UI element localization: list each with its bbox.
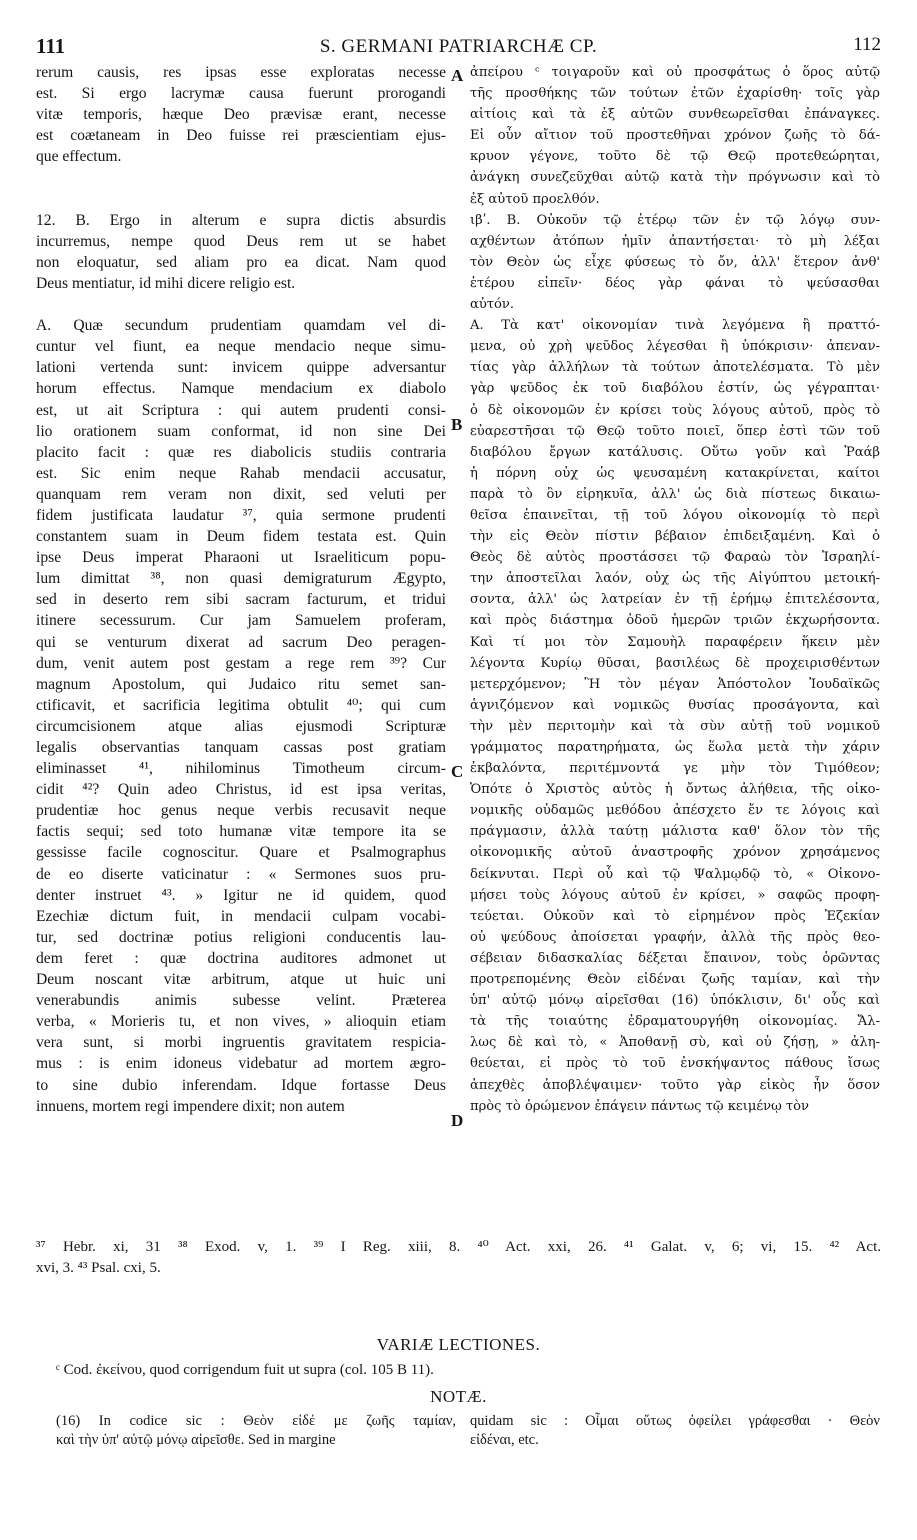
text-line: προτρεπομένης Θεὸν εἰδέναι ζωῆς ταμίαν, καὶ τὴν [470, 972, 880, 988]
variae-lectiones-text: ᶜ Cod. ἐκείνου, quod corrigendum fuit ut supra (col. 105 B 11). [56, 1362, 434, 1378]
text-line: qui se venturum dixerat ad sacrum Deo peragen- [36, 633, 446, 651]
text-line: denter instruet ⁴³. » Igitur ne id quidem, quod [36, 886, 446, 904]
margin-marker-c: C [451, 762, 464, 781]
text-line: καὶ πρὸς διάστημα ὁδοῦ ἡμερῶν τριῶν ἐκχωρήσοντα. [470, 613, 880, 629]
note-line: εἰδέναι, etc. [470, 1432, 539, 1448]
text-line: dem feret : quæ doctrina auditores admonet ut [36, 949, 446, 967]
text-line: μετερχόμενον; Ἢ τὸν μέγαν Ἀπόστολον Ἰουδαϊκῶς [470, 676, 880, 692]
text-line: quanquam rem veram non dixit, sed veluti per [36, 485, 446, 503]
text-line: dum, venit autem post gestam a rege rem ³⁹? Cur [36, 654, 446, 672]
text-line: οὐ ψεύδους ἀποίσεται γραφήν, ἀλλὰ τῆς πρὸς θεο- [470, 929, 880, 945]
margin-marker-d: D [451, 1111, 464, 1130]
note-line: quidam sic : Οἶμαι οὕτως ὀφείλει γράφεσθαι · Θεὸν [470, 1413, 880, 1429]
footnotes [36, 1237, 881, 1279]
text-line: que effectum. [36, 148, 122, 166]
text-line: ιβʹ. Β. Οὐκοῦν τῷ ἑτέρῳ τῶν ἐν τῷ λόγῳ συν- [470, 212, 880, 228]
text-line: νομικῆς οὐδαμῶς μεθόδου ἀπέσχετο ἔν τε λόγοις καὶ [470, 803, 880, 819]
text-line: incurremus, nempe quod Deus rem ut se habet [36, 232, 446, 250]
text-line: fidem justificata laudatur ³⁷, quia sermone prudenti [36, 506, 446, 524]
text-line: placito facit : quæ res diabolicis studiis contraria [36, 443, 446, 461]
text-line: magnum Apostolum, qui Judaico ritu semet san- [36, 675, 446, 693]
margin-marker-a: A [451, 66, 464, 85]
text-line: verba, « Morieris tu, et non vives, » alioquin etiam [36, 1013, 446, 1031]
text-line: σέβειαν διδασκαλίας δέξεται ἔπαινον, τοὺς ὁρῶντας [470, 950, 880, 966]
text-line: θεῖσα ἐπαινεῖται, τῇ τοῦ λόγου οἰκονομίᾳ τὸ περὶ [470, 507, 880, 523]
note-line: καὶ τὴν ὑπ' αὐτῷ μόνῳ αἱρεῖσθε. Sed in margine [56, 1432, 336, 1448]
text-line: vera sunt, si morbi ingruentis gravitatem respicia- [36, 1034, 446, 1052]
text-line: lio orationem suam conformat, id non sine Dei [36, 422, 446, 440]
text-line: σοντα, ἀλλ' ὡς λατρείαν ἐν τῇ ἐρήμῳ ἐπιτελέσοντα, [470, 592, 880, 608]
text-line: venerabundis animis subesse velint. Præterea [36, 992, 446, 1010]
text-line: constantem suam in Deum fidem testata est. Quin [36, 528, 446, 546]
text-line: ἁγνιζόμενον καὶ νομικῶς θυσίας προσάγοντα, καὶ [470, 697, 880, 713]
text-line: lationi vertenda sunt: invicem quippe adversantur [36, 359, 446, 377]
text-line: τίας γὰρ ἀλλήλων τὰ τούτων ἀποτελέσματα. Τὸ μὲν [470, 360, 880, 376]
text-line: tur, sed doctrinæ potius religioni conducentis lau- [36, 928, 446, 946]
text-line: τὴν μὲν περιτομὴν καὶ τὰ σὺν αὐτῇ τοῦ νομικοῦ [470, 718, 880, 734]
variae-lectiones-heading: VARIÆ LECTIONES. [376, 1335, 541, 1354]
text-line: horum effectus. Namque mendacium ex diabolo [36, 380, 446, 398]
text-line: εὐαρεστῆσαι τῷ Θεῷ τοῦτο ποιεῖ, ὅπερ ἐστὶ τῶν τοῦ [470, 423, 880, 439]
text-line: ἑτέρου εἰπεῖν· δέος γὰρ φάναι τὸ ψεύσασθαι [470, 275, 880, 291]
footnote-line: xvi, 3. ⁴³ Psal. cxi, 5. [36, 1260, 161, 1277]
running-title: S. GERMANI PATRIARCHÆ CP. [319, 36, 598, 57]
text-line: τὴν εἰς Θεὸν πίστιν βέβαιον ἐπιδειξαμένη. Καὶ ὁ [470, 529, 880, 545]
margin-marker-b: B [451, 415, 463, 434]
text-line: gessisse facile cognoscitur. Quare et Psalmographus [36, 844, 446, 862]
text-line: τῆς προσθήκης τῶν τούτων ἐτῶν ἐχαρίσθη· τοῖς γὰρ [470, 86, 880, 102]
text-line: αχθέντων ἀτόπων ἡμῖν ἀπαντήσεται· τὸ μὴ λέξαι [470, 233, 880, 249]
text-line: παρὰ τὸ ὂν εἰρηκυῖα, ἀλλ' ὡς διὰ πίστεως δικαιω- [470, 486, 880, 502]
text-line: κρυον γέγονε, τοῦτο δὲ τῷ Θεῷ προτεθεώρηται, [470, 149, 880, 165]
page-header [36, 34, 881, 60]
text-line: ipse Deus imperat Pharaoni ut Israeliticum popu- [36, 549, 446, 567]
text-line: innuens, mortem regi impendere dixit; non autem [36, 1097, 345, 1115]
text-line: ἡ πόρνη οὐχ ὡς ψευσαμένη κατακρίνεται, καίτοι [470, 465, 880, 481]
text-line: τὰ τῆς τοιαύτης ἐδραματουργήθη οἰκονομίας. Ἄλ- [470, 1014, 880, 1030]
text-line: αἰτίοις καὶ τὰ ἐξ αὐτῶν συνθεωρεῖσθαι ἐπάναγκες. [470, 107, 880, 123]
text-line [36, 189, 446, 210]
text-line: λέγοντα Κυρίῳ θῦσαι, βασιλέως δὲ προχειρισθέντων [470, 655, 880, 671]
text-line: de eo diserte vaticinatur : « Sermones suos pru- [36, 865, 446, 883]
text-line: itinere secessurum. Cur jam Samuelem proferam, [36, 612, 446, 630]
text-line: ἐξ αὐτοῦ προελθόν. [470, 191, 600, 207]
text-line: circumcisionem atque alias ejusmodi Scripturæ [36, 717, 446, 735]
text-line: vitæ temporis, hæque Deo prævisæ erant, necesse [36, 106, 446, 124]
text-line: ὁ δὲ οἰκονομῶν ἐν κρίσει τοὺς λόγους αὐτοῦ, πρὸς τὸ [470, 402, 880, 418]
text-line: λως δὲ καὶ τὸ, « Ἀποθανῇ σὺ, καὶ οὐ ζήσῃ, » ἀλη- [470, 1035, 880, 1051]
text-line: legalis observantias tanquam cassas post gratiam [36, 739, 446, 756]
text-line: est, ut ait Scriptura : qui autem prudenti consi- [36, 401, 446, 419]
text-line: sed in deserto rem sibi sacram facturum, et tridui [36, 591, 446, 609]
text-line: eliminasset ⁴¹, nihilominus Timotheum circum- [36, 760, 446, 778]
text-line: θεύεται, εἰ πρὸς τὸ τοῦ ἐνσκήψαντος πάθους ἴσως [470, 1056, 880, 1072]
text-line [36, 294, 446, 315]
text-line: est. Sic enim neque Rahab mendacii accusatur, [36, 464, 446, 482]
text-line: Deus mentiatur, id mihi dicere religio est. [36, 274, 296, 292]
latin-column [36, 62, 446, 1117]
text-line: factis sequi; sed toto humanæ vitæ tempore ita se [36, 823, 446, 841]
text-line: rerum causis, res ipsas esse exploratas necesse [36, 64, 446, 81]
text-line: γράμματος παρατηρήματα, ὡς ἕωλα μετὰ τὴν χάριν [470, 740, 880, 755]
text-line: τὸν Θεὸν ὡς εἶχε φύσεως τὸ ὄν, ἀλλ' ἕτερον ἀνθ' [470, 254, 880, 270]
text-line: lum dimittat ³⁸, non quasi demigraturum Ægypto, [36, 570, 446, 588]
text-line: αὐτόν. [470, 297, 515, 313]
text-line: to sine dubio inferendam. Idque fortasse Deus [36, 1076, 446, 1094]
text-line: 12. B. Ergo in alterum e supra dictis absurdis [36, 211, 446, 229]
text-line: Καὶ τί μοι τὸν Σαμουὴλ παραφέρειν ἥκειν μὲν [470, 634, 880, 650]
notae-heading: NOTÆ. [430, 1387, 487, 1406]
text-line: Α. Τὰ κατ' οἰκονομίαν τινὰ λεγόμενα ἢ πραττό- [470, 318, 880, 334]
text-line: ἀπείρου ᶜ τοιγαροῦν καὶ οὐ προσφάτως ὁ ὅρος αὐτῷ [470, 65, 880, 80]
text-line: Ὁπότε ὁ Χριστὸς αὐτὸς ἡ ὄντως ἀλήθεια, τῆς οἰκο- [470, 782, 880, 798]
text-line: μήσει τοὺς λόγους αὐτοῦ ἐν κρίσει, » σαφῶς προφη- [470, 887, 880, 903]
text-line: A. Quæ secundum prudentiam quamdam vel di- [36, 317, 446, 335]
page-number-right: 112 [853, 34, 881, 55]
text-line: est coætaneam in Deo fuisse rei præscientiam ejus- [36, 127, 446, 145]
text-line: δείκνυται. Περὶ οὗ καὶ τῷ Ψαλμῳδῷ τὸ, « Οἰκονο- [470, 866, 880, 882]
text-line: ἀνάγκη συνεζεῦχθαι αὐτῷ κατὰ τὴν πρόγνωσιν καὶ τὸ [470, 170, 880, 186]
footnote-line: ³⁷ Hebr. xi, 31 ³⁸ Exod. v, 1. ³⁹ I Reg. xiii, 8. ⁴⁰ Act. xxi, 26. ⁴¹ Galat. v, 6; vi, 15. ⁴² Act. [36, 1239, 881, 1255]
text-line: est. Si ergo lacrymæ causa fuerunt prorogandi [36, 85, 446, 103]
greek-column [470, 62, 880, 1117]
text-line: την ἀποστεῖλαι λαόν, οὐχ ὡς τῆς Αἰγύπτου μετοική- [470, 571, 880, 587]
text-line: non eloquatur, sed aliam pro ea dicat. Nam quod [36, 253, 446, 271]
text-line: τεύεται. Οὐκοῦν καὶ τὸ εἰρημένον πρὸς Ἐζεκίαν [470, 908, 880, 924]
text-line: διαβόλου ἔργων κατάλυσις. Οὕτω γοῦν καὶ Ῥαάβ [470, 444, 880, 460]
text-line: μενα, οὐ χρὴ ψεῦδος λέγεσθαι ἢ ὑπόκρισιν· ἀπεναν- [470, 339, 880, 355]
text-line: πράγμασιν, ἀλλὰ ταύτῃ μάλιστα καθ' ὅλον τὸν τῆς [470, 824, 880, 840]
text-line: mus : is enim idoneus videbatur ad mortem ægro- [36, 1055, 446, 1073]
note-right [470, 1412, 880, 1450]
text-line: cidit ⁴²? Quin adeo Christus, id est ipsa veritas, [36, 781, 446, 799]
text-line: οἰκονομικῆς αὐτοῦ ἀναστροφῆς χρόνον χρησάμενος [470, 845, 880, 861]
text-line: Deum noscant vitæ arbitrum, atque ut huic uni [36, 971, 446, 989]
text-line: Ezechiæ dictum fuit, in mendacii culpam vocabi- [36, 907, 446, 925]
text-line [36, 167, 446, 188]
text-line: prudentiæ hoc genus neque verbis recusavit neque [36, 802, 446, 820]
text-line: cuntur vel fiunt, ea neque mendacio neque simu- [36, 338, 446, 356]
text-line: Εἰ οὖν αἴτιον τοῦ προστεθῆναι χρόνον ζωῆς τὸ δά- [470, 128, 880, 144]
page-number-left: 111 [36, 34, 66, 58]
text-line: Θεὸς δὲ αὐτὸς προστάσσει τῷ Φαραὼ τὸν Ἰσραηλί- [470, 550, 880, 566]
text-line: ctificavit, et sacrificia legitima obtulit ⁴⁰; qui cum [36, 696, 446, 714]
text-line: ὑπ' αὐτῷ μόνῳ αἱρεῖσθαι (16) ὑπόκλισιν, δι' οὗς καὶ [470, 993, 880, 1009]
text-line: πρὸς τὸ ὁρώμενον ἐπάγειν πάντως τῷ κειμένῳ τὸν [470, 1098, 810, 1114]
text-line: ἀπεχθὲς ἀποβλέψαιμεν· τοῦτο γὰρ εἰκὸς ἦν ὅσον [470, 1077, 880, 1093]
note-line: (16) In codice sic : Θεὸν εἰδέ με ζωῆς ταμίαν, [56, 1413, 456, 1429]
note-left [56, 1412, 456, 1450]
text-line: ἐκβαλόντα, περιτέμνοντά γε μὴν τὸν Τιμόθεον; [470, 761, 880, 777]
text-line: γὰρ ψεῦδος ἐκ τοῦ διαβόλου ἐστίν, ὡς γέγραπται· [470, 381, 880, 397]
